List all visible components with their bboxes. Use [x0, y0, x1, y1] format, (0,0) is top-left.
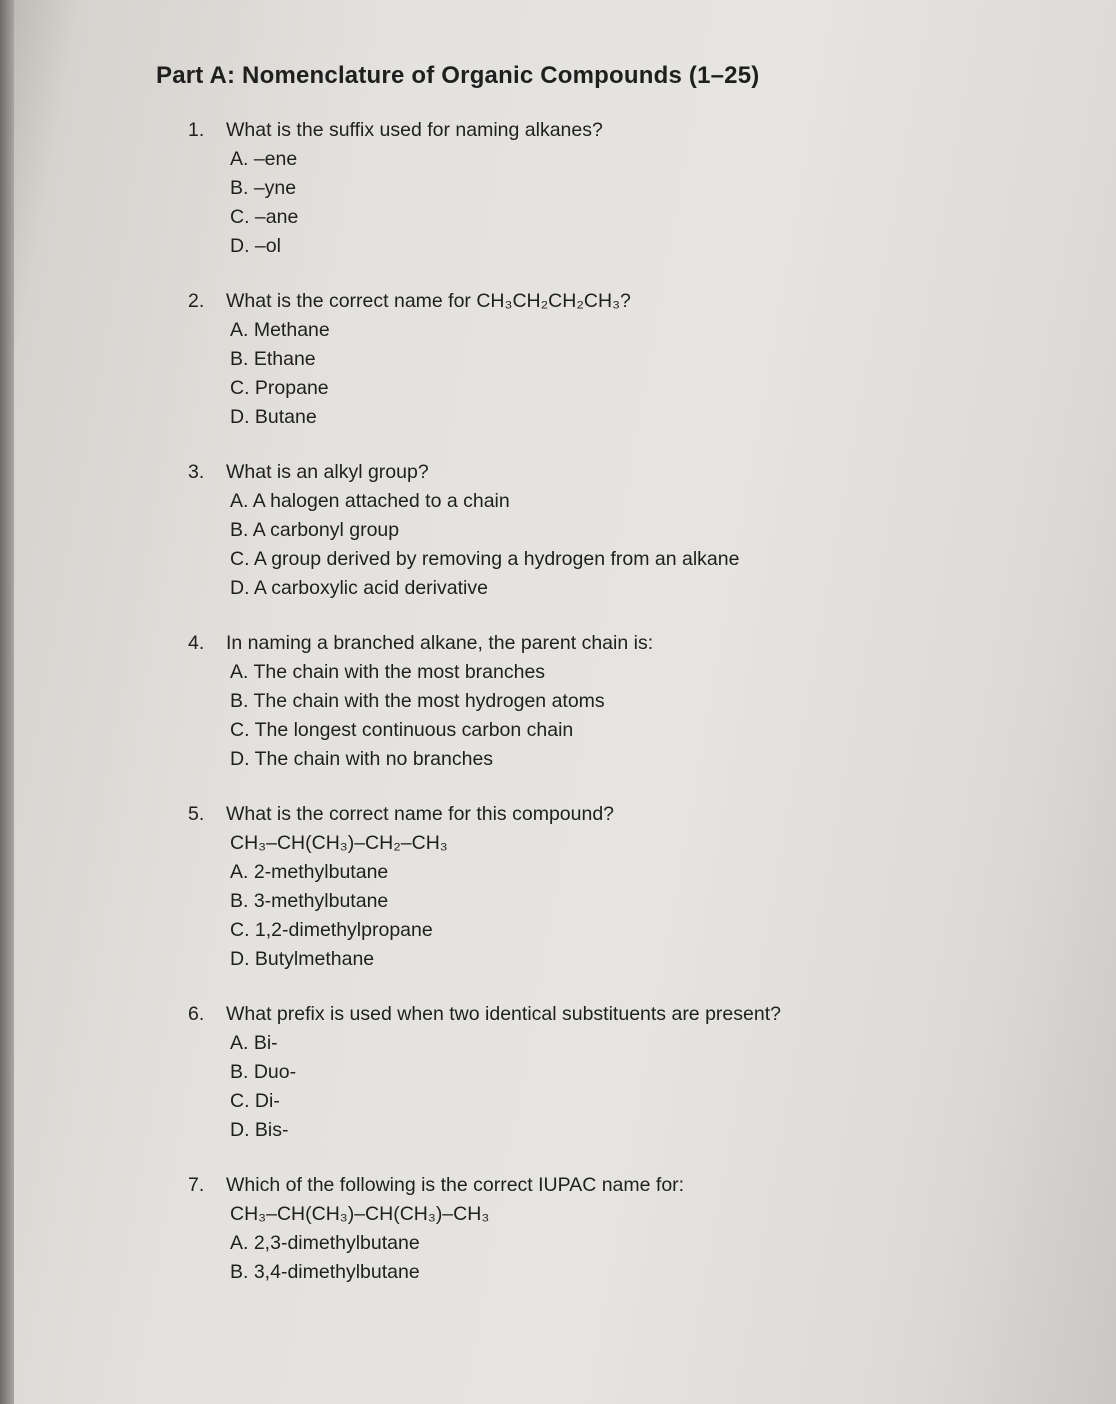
- question-text: Which of the following is the correct IUPAC name for:: [226, 1174, 685, 1196]
- option-b[interactable]: B. 3-methylbutane: [230, 890, 389, 912]
- question-number: 5.: [188, 803, 205, 825]
- option-c[interactable]: C. Propane: [230, 377, 329, 399]
- question-2: [150, 287, 1050, 432]
- option-d[interactable]: D. The chain with no branches: [230, 748, 494, 770]
- question-text: What is the correct name for this compound?: [226, 803, 615, 825]
- section-title: Part A: Nomenclature of Organic Compounds (1–25): [156, 62, 760, 89]
- question-stem: [188, 629, 1050, 658]
- option-d[interactable]: D. Butylmethane: [230, 948, 375, 970]
- question-text: What is the suffix used for naming alkanes?: [226, 119, 603, 141]
- option-b[interactable]: B. Ethane: [230, 348, 316, 370]
- option-c[interactable]: C. The longest continuous carbon chain: [230, 719, 574, 741]
- answer-options: [150, 1229, 1050, 1287]
- option-a[interactable]: A. A halogen attached to a chain: [230, 490, 510, 512]
- option-c[interactable]: C. A group derived by removing a hydrogen from an alkane: [230, 548, 740, 570]
- question-7: [150, 1171, 1050, 1287]
- option-a[interactable]: A. 2,3-dimethylbutane: [230, 1232, 420, 1254]
- question-stem: [188, 287, 1050, 316]
- option-c[interactable]: C. 1,2-dimethylpropane: [230, 919, 433, 941]
- option-b[interactable]: B. A carbonyl group: [230, 519, 400, 541]
- option-a[interactable]: A. –ene: [230, 148, 298, 170]
- question-stem: [188, 800, 1050, 829]
- question-number: 3.: [188, 461, 205, 483]
- option-a[interactable]: A. 2-methylbutane: [230, 861, 389, 883]
- answer-options: [150, 858, 1050, 974]
- option-c[interactable]: C. –ane: [230, 206, 299, 228]
- question-number: 2.: [188, 290, 205, 312]
- option-b[interactable]: B. The chain with the most hydrogen atoms: [230, 690, 605, 712]
- answer-options: [150, 658, 1050, 774]
- option-b[interactable]: B. 3,4-dimethylbutane: [230, 1261, 420, 1283]
- question-text: In naming a branched alkane, the parent chain is:: [226, 632, 654, 654]
- question-3: [150, 458, 1050, 603]
- answer-options: [150, 145, 1050, 261]
- question-5: [150, 800, 1050, 974]
- option-a[interactable]: A. Bi-: [230, 1032, 278, 1054]
- question-number: 7.: [188, 1174, 205, 1196]
- question-text: What is an alkyl group?: [226, 461, 429, 483]
- option-a[interactable]: A. Methane: [230, 319, 330, 341]
- option-d[interactable]: D. –ol: [230, 235, 281, 257]
- question-stem: [188, 1000, 1050, 1029]
- option-d[interactable]: D. Bis-: [230, 1119, 289, 1141]
- option-c[interactable]: C. Di-: [230, 1090, 280, 1112]
- option-b[interactable]: B. Duo-: [230, 1061, 297, 1083]
- question-stem: [188, 458, 1050, 487]
- question-6: [150, 1000, 1050, 1145]
- question-number: 1.: [188, 119, 205, 141]
- question-stem: [188, 116, 1050, 145]
- option-d[interactable]: D. A carboxylic acid derivative: [230, 577, 488, 599]
- chemical-formula: CH₃–CH(CH₃)–CH₂–CH₃: [230, 832, 448, 854]
- answer-options: [150, 487, 1050, 603]
- question-number: 4.: [188, 632, 205, 654]
- question-stem: [188, 1171, 1050, 1200]
- option-d[interactable]: D. Butane: [230, 406, 317, 428]
- answer-options: [150, 316, 1050, 432]
- option-a[interactable]: A. The chain with the most branches: [230, 661, 546, 683]
- page-edge-shadow: [0, 0, 14, 1404]
- question-text: What prefix is used when two identical substituents are present?: [226, 1003, 781, 1025]
- option-b[interactable]: B. –yne: [230, 177, 297, 199]
- question-number: 6.: [188, 1003, 205, 1025]
- answer-options: [150, 1029, 1050, 1145]
- chemical-formula: CH₃–CH(CH₃)–CH(CH₃)–CH₃: [230, 1203, 490, 1225]
- worksheet: [150, 62, 1050, 1392]
- question-1: [150, 116, 1050, 261]
- question-text: What is the correct name for CH₃CH₂CH₂CH₃?: [226, 290, 631, 312]
- question-4: [150, 629, 1050, 774]
